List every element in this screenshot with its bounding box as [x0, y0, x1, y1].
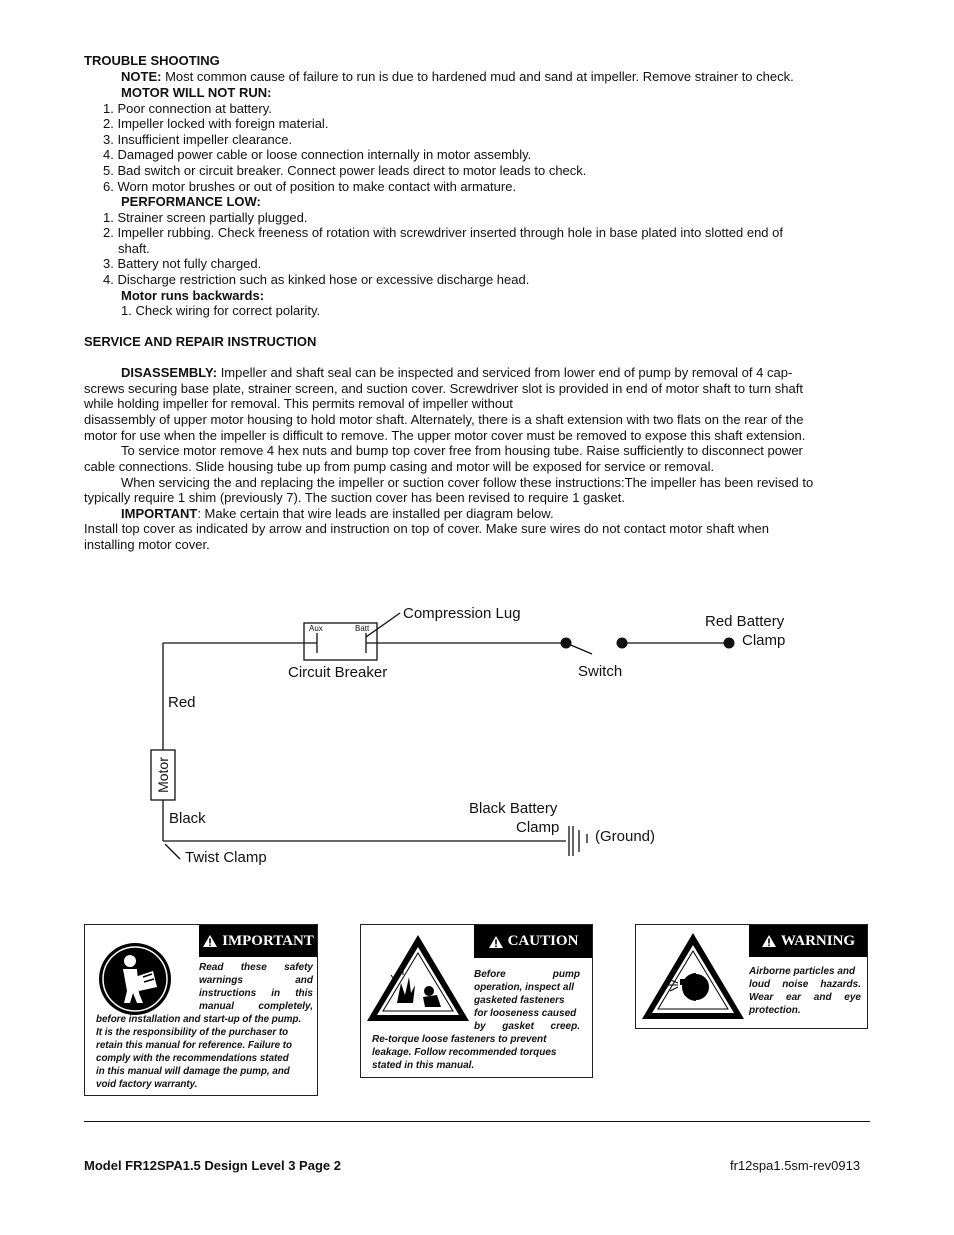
paragraph-text: Impeller and shaft seal can be inspected and serviced from lower end of pump by removal of 4 cap-: [217, 365, 793, 380]
important-line: Read these safety: [199, 962, 313, 973]
red-wire-label: Red: [168, 694, 196, 711]
warning-line: protection.: [749, 1005, 801, 1016]
list-item: 2. Impeller locked with foreign material.: [103, 116, 329, 131]
warning-triangle-icon: [488, 935, 504, 949]
important-line: void factory warranty.: [96, 1079, 198, 1090]
red-battery-clamp-terminal: [724, 638, 735, 649]
black-battery-clamp-label: Black Battery: [469, 800, 558, 817]
paragraph-line: while holding impeller for removal. This permits removal of impeller without: [84, 396, 513, 411]
disassembly-label: DISASSEMBLY:: [121, 365, 218, 380]
performance-low-heading: PERFORMANCE LOW:: [121, 194, 261, 209]
red-battery-clamp-label: Red Battery: [705, 613, 785, 630]
compression-lug-leader: [366, 613, 400, 637]
twist-clamp-leader: [165, 844, 180, 859]
note-text: Most common cause of failure to run is due to hardened mud and sand at impeller. Remove strainer to check.: [161, 69, 794, 84]
paragraph-line: installing motor cover.: [84, 537, 210, 552]
batt-label: Batt: [355, 624, 370, 633]
caution-line: operation, inspect all: [474, 982, 575, 993]
footer-divider: [84, 1121, 870, 1122]
list-item: 4. Damaged power cable or loose connection internally in motor assembly.: [103, 147, 532, 162]
caution-line: stated in this manual.: [372, 1060, 475, 1071]
list-item: 1. Poor connection at battery.: [103, 101, 272, 116]
black-wire-label: Black: [169, 810, 206, 827]
warning-line: loud noise hazards.: [749, 979, 861, 990]
important-header-text: IMPORTANT: [222, 932, 314, 949]
twist-clamp-label: Twist Clamp: [185, 849, 267, 866]
important-line: instructions in this: [199, 988, 313, 999]
caution-line: gasketed fasteners: [474, 995, 565, 1006]
note-label: NOTE:: [121, 69, 162, 84]
important-line: before installation and start-up of the pump.: [96, 1014, 302, 1025]
important-line: retain this manual for reference. Failure to: [96, 1040, 292, 1051]
warning-triangle-icon: [761, 934, 777, 948]
important-safety-label: [84, 924, 318, 1096]
warning-header: [749, 925, 867, 957]
paragraph-line: screws securing base plate, strainer screen, and suction cover. Screwdriver slot is provided in end of motor shaft to turn shaft: [84, 381, 803, 396]
caution-line: leakage. Follow recommended torques: [372, 1047, 557, 1058]
circuit-breaker-label: Circuit Breaker: [288, 664, 388, 681]
ear-eye-protection-icon: [640, 931, 746, 1023]
caution-line: Before pump: [474, 969, 580, 980]
warning-triangle-icon: [202, 934, 218, 948]
list-item: 3. Battery not fully charged.: [103, 256, 262, 271]
motor-label: Motor: [155, 757, 171, 793]
paragraph-line: typically require 1 shim (previously 7). The suction cover has been revised to require 1 gasket.: [84, 490, 625, 505]
paragraph-line: Install top cover as indicated by arrow and instruction on top of cover. Make sure wires do not contact motor shaft when: [84, 521, 770, 536]
important-line: in this manual will damage the pump, and: [96, 1066, 290, 1077]
important-header: [199, 925, 317, 957]
red-battery-clamp-label-2: Clamp: [742, 632, 786, 649]
important-line: manual completely,: [199, 1001, 313, 1012]
switch-terminal-right: [617, 638, 628, 649]
list-item: 6. Worn motor brushes or out of position to make contact with armature.: [103, 179, 517, 194]
runs-backwards-heading: Motor runs backwards:: [121, 288, 265, 303]
list-item: 2. Impeller rubbing. Check freeness of rotation with screwdriver inserted through hole in base plated into slotted end of: [103, 225, 783, 240]
troubleshooting-title: TROUBLE SHOOTING: [84, 53, 220, 68]
motor-wont-run-heading: MOTOR WILL NOT RUN:: [121, 85, 272, 100]
switch-label: Switch: [578, 663, 623, 680]
paragraph-line: To service motor remove 4 hex nuts and bump top cover free from housing tube. Raise sufficiently to disconnect power: [121, 443, 803, 458]
paragraph-line: cable connections. Slide housing tube up from pump casing and motor will be exposed for service or removal.: [84, 459, 715, 474]
black-battery-clamp-label-2: Clamp: [516, 819, 560, 836]
caution-line: by gasket creep.: [474, 1021, 580, 1032]
explosion-hazard-icon: [365, 933, 471, 1025]
important-text: : Make certain that wire leads are installed per diagram below.: [197, 506, 554, 521]
compression-lug-label: Compression Lug: [403, 605, 521, 622]
paragraph-line: motor for use when the impeller is difficult to remove. The upper motor cover must be removed to expose this shaft extension.: [84, 428, 806, 443]
warning-line: Wear ear and eye: [749, 992, 861, 1003]
footer-model: Model FR12SPA1.5 Design Level 3 Page 2: [84, 1158, 341, 1173]
list-item: shaft.: [118, 241, 150, 256]
caution-label: [360, 924, 593, 1078]
paragraph-line: disassembly of upper motor housing to hold motor shaft. Alternately, there is a shaft extension with two flats on the rear of the: [84, 412, 804, 427]
switch-terminal-left: [561, 638, 572, 649]
list-item: 1. Check wiring for correct polarity.: [121, 303, 321, 318]
footer-doc-id: fr12spa1.5sm-rev0913: [730, 1158, 861, 1173]
caution-header: [474, 925, 592, 958]
important-label: IMPORTANT: [121, 506, 198, 521]
list-item: 5. Bad switch or circuit breaker. Connect power leads direct to motor leads to check.: [103, 163, 587, 178]
list-item: 4. Discharge restriction such as kinked hose or excessive discharge head.: [103, 272, 530, 287]
service-title: SERVICE AND REPAIR INSTRUCTION: [84, 334, 317, 349]
important-line: comply with the recommendations stated: [96, 1053, 289, 1064]
caution-line: Re-torque loose fasteners to prevent: [372, 1034, 547, 1045]
important-line: warnings and: [199, 975, 313, 986]
warning-label: [635, 924, 868, 1029]
list-item: 3. Insufficient impeller clearance.: [103, 132, 293, 147]
warning-line: Airborne particles and: [749, 966, 856, 977]
read-manual-icon: [97, 941, 173, 1017]
list-item: 1. Strainer screen partially plugged.: [103, 210, 308, 225]
aux-label: Aux: [309, 624, 323, 633]
caution-header-text: CAUTION: [507, 933, 579, 949]
caution-line: for looseness caused: [474, 1008, 577, 1019]
warning-header-text: WARNING: [780, 932, 856, 949]
ground-label: (Ground): [595, 828, 656, 845]
paragraph-line: When servicing the and replacing the impeller or suction cover follow these instructions:The impeller has been revised to: [121, 475, 814, 490]
important-line: It is the responsibility of the purchaser to: [96, 1027, 289, 1038]
